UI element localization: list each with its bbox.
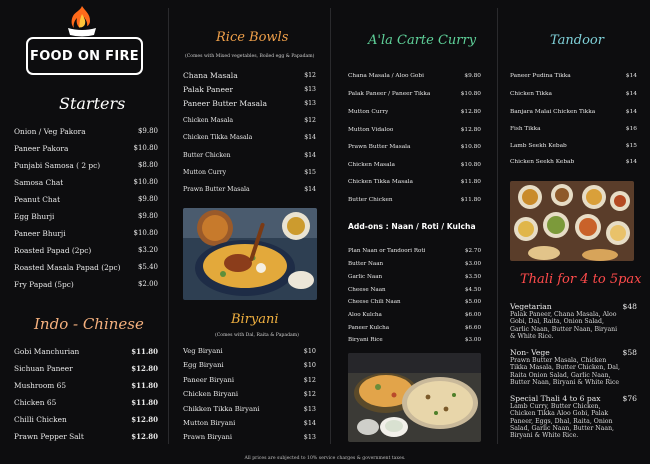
menu-item: Paneer Pakora $10.80 (14, 143, 158, 153)
biryani-subtitle: (Comes with Dal, Raita & Papadam) (215, 333, 299, 338)
menu-item: Chana Masala / Aloo Gobi $9.80 (348, 73, 481, 79)
menu-item: Paneer Kulcha $6.60 (348, 324, 481, 331)
menu-item: Prawn Pepper Salt $12.80 (14, 431, 158, 441)
menu-item: Onion / Veg Pakora $9.80 (14, 126, 158, 136)
rice-bowls-title: Rice Bowls (216, 30, 289, 45)
menu-item: Chilli Chicken $12.80 (14, 414, 158, 424)
menu-item: Mutton Biryani $14 (183, 418, 316, 427)
menu-item: Chana Masala $12 (183, 71, 316, 80)
menu-item: Chicken Tikka Masala $14 (183, 134, 316, 141)
menu-item: Mushroom 65 $11.80 (14, 380, 158, 390)
menu-item: Chicken Tikka $14 (510, 91, 637, 97)
menu-item: Egg Biryani $10 (183, 360, 316, 369)
menu-item: Cheese Naan $4.50 (348, 286, 481, 293)
menu-item: Samosa Chat $10.80 (14, 177, 158, 187)
menu-item: Cheese Chili Naan $5.00 (348, 298, 481, 305)
biryani-title: Biryani (231, 312, 279, 327)
thali-photo (510, 181, 634, 261)
addons-title: Add-ons : Naan / Roti / Kulcha (348, 222, 476, 231)
tandoor-title: Tandoor (550, 33, 604, 48)
menu-item: Palak Paneer / Paneer Tikka $10.80 (348, 91, 481, 97)
rice-bowls-subtitle: (Comes with Mixed vegetables, Boiled egg & Papadam) (185, 54, 315, 59)
menu-item: Prawn Butter Masala $10.80 (348, 144, 481, 150)
menu-item: Butter Chicken $11.80 (348, 197, 481, 203)
thali-title: Thali for 4 to 5pax (520, 272, 642, 287)
column-divider (497, 8, 498, 444)
naan-photo (348, 353, 481, 442)
menu-item: Chicken Masala $10.80 (348, 162, 481, 168)
menu-item: Butter Naan $3.00 (348, 260, 481, 267)
menu-item: Butter Chicken $14 (183, 152, 316, 159)
menu-item: Biryani Rice $3.00 (348, 336, 481, 343)
menu-item: Mutton Curry $15 (183, 169, 316, 176)
menu-item: Chikken Tikka Biryani $13 (183, 404, 316, 413)
biryani-photo (183, 208, 317, 300)
menu-item: Punjabi Samosa ( 2 pc) $8.80 (14, 160, 158, 170)
menu-item: Paneer Biryani $12 (183, 375, 316, 384)
starters-title: Starters (59, 94, 126, 113)
menu-item: Roasted Masala Papad (2pc) $5.40 (14, 262, 158, 272)
thali-item: Special Thali 4 to 6 pax $76 Lamb Curry, Butter Chicken, Chicken Tikka Aloo Gobi, Palak Paneer, Eggs, Dhal, Raita, Onion Salad, Garlic Naan, Butter Naan, Biryani & White Rice. (510, 394, 637, 440)
thali-item: Non- Vege $58 Prawn Butter Masala, Chicken Tikka Masala, Butter Chicken, Dal, Raita Onion Salad, Garlic Naan, Butter Naan, Biryani & White Rice (510, 348, 637, 386)
curry-title: A'la Carte Curry (368, 33, 477, 48)
menu-item: Fry Papad (5pc) $2.00 (14, 279, 158, 289)
menu-item: Prawn Butter Masala $14 (183, 186, 316, 193)
logo-frame (26, 37, 143, 75)
menu-item: Peanut Chat $9.80 (14, 194, 158, 204)
menu-item: Chicken Biryani $12 (183, 389, 316, 398)
menu-item: Palak Paneer $13 (183, 85, 316, 94)
menu-item: Banjara Malai Chicken Tikka $14 (510, 109, 637, 115)
column-divider (168, 8, 169, 444)
brand-name: FOOD ON FIRE (30, 48, 139, 64)
column-divider (330, 8, 331, 444)
menu-item: Mutton Curry $12.80 (348, 109, 481, 115)
menu-item: Gobi Manchurian $11.80 (14, 346, 158, 356)
menu-item: Chicken 65 $11.80 (14, 397, 158, 407)
menu-item: Mutton Vidaloo $12.80 (348, 127, 481, 133)
menu-item: Prawn Biryani $13 (183, 432, 316, 441)
footer-note: All prices are subjected to 10% service charges & government taxes. (244, 456, 406, 461)
thali-item: Vegetarian $48 Palak Paneer, Chana Masala, Aloo Gobi, Dal, Raita, Onion Salad, Garlic Naan, Butter Naan, Biryani & White Rice. (510, 302, 637, 340)
indo-chinese-title: Indo - Chinese (34, 315, 144, 333)
menu-item: Chicken Tikka Masala $11.80 (348, 179, 481, 185)
menu-item: Roasted Papad (2pc) $3.20 (14, 245, 158, 255)
menu-item: Lamb Seekh Kebab $15 (510, 143, 637, 149)
menu-item: Garlic Naan $3.50 (348, 273, 481, 280)
menu-item: Chicken Masala $12 (183, 117, 316, 124)
menu-item: Egg Bhurji $9.80 (14, 211, 158, 221)
menu-item: Plan Naan or Tandoori Roti $2.70 (348, 247, 481, 254)
menu-item: Veg Biryani $10 (183, 346, 316, 355)
menu-item: Paneer Pudina Tikka $14 (510, 73, 637, 79)
menu-item: Aloo Kulcha $6.00 (348, 311, 481, 318)
menu-item: Sichuan Paneer $12.80 (14, 363, 158, 373)
menu-item: Chicken Seekh Kebab $14 (510, 159, 637, 165)
menu-item: Paneer Butter Masala $13 (183, 99, 316, 108)
menu-item: Paneer Bhurji $10.80 (14, 228, 158, 238)
menu-item: Fish Tikka $16 (510, 126, 637, 132)
